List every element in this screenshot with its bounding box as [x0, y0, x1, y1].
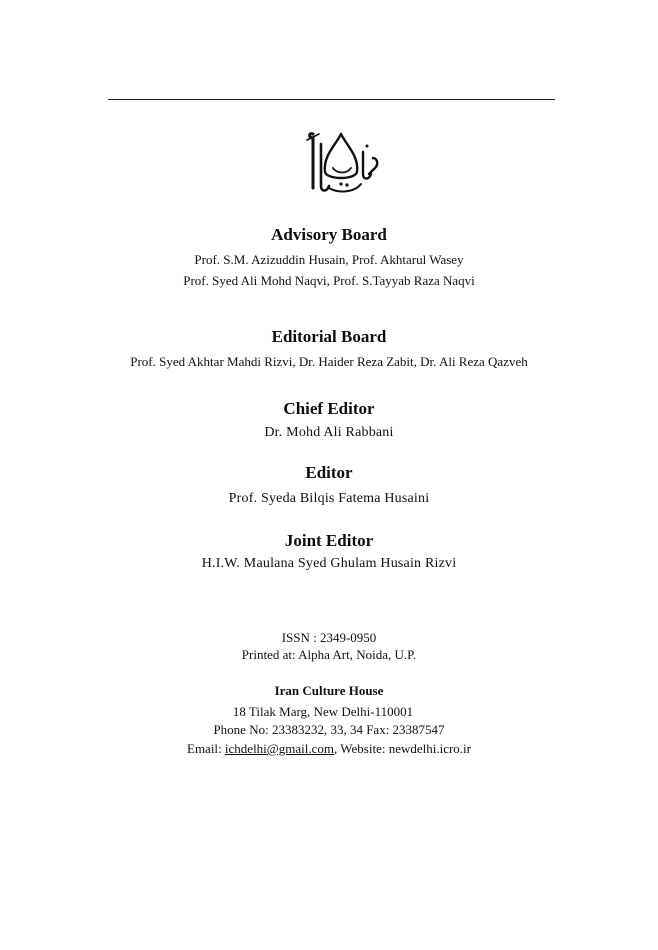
publisher-name: Iran Culture House	[274, 683, 384, 698]
editor-name: Prof. Syeda Bilqis Fatema Husaini	[228, 491, 430, 506]
joint-editor-name: H.I.W. Maulana Syed Ghulam Husain Rizvi	[201, 556, 457, 571]
website-text: , Website: newdelhi.icro.ir	[334, 741, 471, 756]
issn-number: ISSN : 2349-0950	[281, 630, 377, 645]
editorial-board-members: Prof. Syed Akhtar Mahdi Rizvi, Dr. Haider Reza Zabit, Dr. Ali Reza Qazveh	[130, 354, 528, 369]
publisher-phone: Phone No: 23383232, 33, 34 Fax: 23387547	[213, 722, 445, 737]
publisher-contact	[0, 741, 658, 757]
chief-editor-name: Dr. Mohd Ali Rabbani	[264, 425, 394, 440]
advisory-board-members-line1: Prof. S.M. Azizuddin Husain, Prof. Akhtarul Wasey	[194, 252, 464, 267]
printer-info: Printed at: Alpha Art, Noida, U.P.	[241, 647, 417, 662]
publisher-address: 18 Tilak Marg, New Delhi-110001	[232, 704, 414, 719]
top-divider	[108, 99, 555, 100]
advisory-board-members-line2: Prof. Syed Ali Mohd Naqvi, Prof. S.Tayyab Raza Naqvi	[183, 273, 475, 288]
email-label: Email:	[187, 741, 225, 756]
joint-editor-heading: Joint Editor	[284, 531, 374, 550]
editor-heading: Editor	[305, 463, 353, 482]
email-link[interactable]: ichdelhi@gmail.com	[224, 741, 335, 756]
editorial-board-heading: Editorial Board	[271, 327, 387, 346]
advisory-board-heading: Advisory Board	[271, 225, 387, 244]
chief-editor-heading: Chief Editor	[283, 399, 375, 418]
calligraphy-logo-icon	[303, 128, 383, 196]
